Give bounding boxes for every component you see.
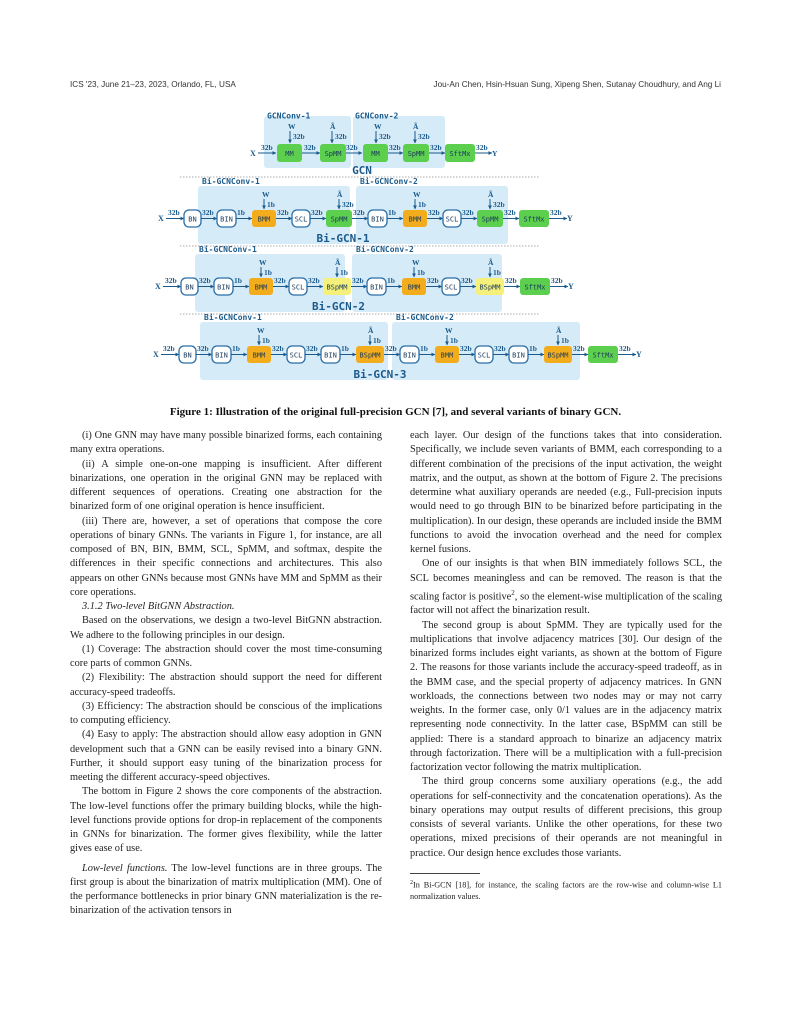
edge-label: Y — [567, 214, 573, 223]
right-paragraph: The third group concerns some auxiliary operations (e.g., the add operations for self-connectivity and the concatenation operations). As the binary operations may output results of different precisions, this group consists of several variants. Unlike the other operations, for these two operations, mixed precisions of their operands are not meaningful in practice. Our design hence excludes those variants. — [410, 776, 722, 859]
edge-label: Y — [568, 282, 574, 291]
left-paragraph: (2) Flexibility: The abstraction should support the need for different accuracy-speed tradeoffs. — [70, 672, 382, 698]
op-label: BSpMM — [547, 351, 569, 360]
op-label: BIN — [215, 351, 228, 360]
edge-label: 32b — [306, 344, 318, 353]
edge-label: Ã — [368, 326, 374, 335]
edge-label: 1b — [493, 268, 501, 277]
conv-label: Bi-GCNConv-2 — [396, 313, 454, 322]
edge-label: 32b — [551, 276, 563, 285]
svg-text:32b: 32b — [389, 143, 401, 152]
edge-label: 1b — [450, 336, 458, 345]
svg-text:32b: 32b — [430, 143, 442, 152]
op-label: SCL — [445, 215, 459, 224]
svg-text:32b: 32b — [418, 132, 430, 141]
edge-label: 32b — [573, 344, 585, 353]
left-paragraph: (iii) There are, however, a set of operations that compose the core operations of binary GNNs. The variants in Figure 1, for instance, are all composed of BN, BIN, BMM, SCL, SpMM, and softmax, despite the differences in their specific connections and architectures. This also appears on other GNNs because most GNNs have MM and SpMM as their core operations. — [70, 515, 382, 598]
edge-label: 32b — [504, 208, 516, 217]
conv-label: Bi-GCNConv-1 — [199, 245, 257, 254]
edge-label: 32b — [272, 344, 284, 353]
right-paragraph: One of our insights is that when BIN immediately follows SCL, the SCL becomes meaningless and can be removed. The reason is that the scaling factor is positive$^2$, so the element-wise multiplication of the scaling factor will not affect the binarization result. — [410, 558, 723, 617]
left-paragraph: (ii) A simple one-on-one mapping is insufficient. After different binarizations, one operation in the original GNN may be replaced with different sequences of operations. Creating one abstraction for the binarized form of one original operation is hence insufficient. — [70, 458, 382, 513]
edge-label: X — [153, 350, 159, 359]
edge-label: 32b — [202, 208, 214, 217]
footnote: $^2$In Bi-GCN [18], for instance, the scaling factors are the row-wise and column-wise L1 normalization values. — [410, 879, 722, 901]
edge-label: 1b — [420, 344, 428, 353]
variant-title: Bi-GCN-1 — [316, 232, 370, 245]
op-label: SpMM — [481, 215, 499, 224]
edge-label: 1b — [529, 344, 537, 353]
edge-label: W — [259, 258, 267, 267]
right-paragraph: each layer. Our design of the functions takes that into consideration. Specifically, we include seven variants of BMM, each corresponding to a different combination of the precisions of the input activation, the weight matrix, and the output, as shown at the bottom of Figure 2. The precisions determine what auxiliary operands are needed (e.g., Full-precision inputs would need to go through BIN to be binarized before participating in the multiplication). In our design, these operands are included inside the BMM functions to avoid the invocation overhead and the need for complex kernel fusions. — [410, 430, 722, 555]
edge-label: 1b — [417, 268, 425, 277]
edge-label: 1b — [340, 268, 348, 277]
figure-caption: Figure 1: Illustration of the original full-precision GCN [7], and several variants of binary GCN. — [169, 406, 622, 418]
op-label: BIN — [512, 351, 525, 360]
op-label: BN — [183, 351, 192, 360]
paragraph-run-in-title: Low-level functions. — [82, 862, 168, 874]
variant-title: Bi-GCN-2 — [312, 300, 365, 313]
edge-label: Ã — [556, 326, 562, 335]
op-label: BIN — [403, 351, 416, 360]
svg-text:32b: 32b — [379, 132, 391, 141]
op-label: BSpMM — [359, 351, 381, 360]
svg-text:32b: 32b — [335, 132, 347, 141]
conv-label: Bi-GCNConv-2 — [356, 245, 414, 254]
conv-label: Bi-GCNConv-2 — [360, 177, 418, 186]
edge-label: Ã — [337, 190, 343, 199]
left-paragraph: (3) Efficiency: The abstraction should be conscious of the implications to computing efficiency. — [70, 700, 382, 726]
op-label: SftMx — [523, 215, 545, 224]
svg-text:MM: MM — [371, 150, 380, 158]
edge-label: Ã — [488, 258, 494, 267]
edge-label: 32b — [385, 344, 397, 353]
op-label: BIN — [370, 283, 383, 292]
conv-label: Bi-GCNConv-1 — [202, 177, 260, 186]
left-paragraph: (i) One GNN may have many possible binarized forms, each containing many extra operations. — [70, 430, 382, 456]
svg-text:SpMM: SpMM — [324, 150, 342, 158]
op-label: BN — [188, 215, 197, 224]
edge-label: W — [262, 190, 270, 199]
edge-label: 1b — [264, 268, 272, 277]
op-label: BSpMM — [326, 283, 348, 292]
edge-label: 32b — [311, 208, 323, 217]
op-label: BIN — [217, 283, 230, 292]
op-label: SCL — [294, 215, 308, 224]
left-paragraph: Based on the observations, we design a two-level BitGNN abstraction. We adhere to the following principles in our design. — [70, 615, 382, 641]
op-label: SpMM — [330, 215, 348, 224]
running-header-left: ICS '23, June 21–23, 2023, Orlando, FL, USA — [70, 80, 236, 89]
edge-label: 32b — [163, 344, 175, 353]
edge-label: W — [257, 326, 265, 335]
conv-label: Bi-GCNConv-1 — [204, 313, 262, 322]
op-label: BIN — [220, 215, 233, 224]
edge-label: W — [412, 258, 420, 267]
svg-text:MM: MM — [285, 150, 294, 158]
op-label: BMM — [254, 283, 268, 292]
op-label: BN — [185, 283, 194, 292]
op-label: BMM — [440, 351, 454, 360]
edge-label: 32b — [168, 208, 180, 217]
left-paragraph: The bottom in Figure 2 shows the core components of the abstraction. The low-level functions offer the primary building blocks, while the high-level functions provide options for drop-in replacement of the components in GNNs for binarization. The former gives flexibility, while the latter gives ease of use. — [70, 786, 382, 855]
op-label: BMM — [252, 351, 266, 360]
svg-text:SftMx: SftMx — [449, 150, 471, 158]
running-header-right: Jou-An Chen, Hsin-Hsuan Sung, Xipeng Shen, Sutanay Choudhury, and Ang Li — [433, 80, 721, 89]
edge-label: 32b — [427, 276, 439, 285]
left-column — [70, 429, 382, 919]
gcnconv-2-label: GCNConv-2 — [355, 111, 399, 121]
gcn-a-2: Ã — [413, 122, 419, 131]
edge-label: 32b — [550, 208, 562, 217]
edge-label: 1b — [388, 208, 396, 217]
edge-label: 1b — [237, 208, 245, 217]
svg-text:32b: 32b — [261, 143, 273, 152]
edge-label: 1b — [418, 200, 426, 209]
svg-text:SpMM: SpMM — [407, 150, 425, 158]
right-paragraph: The second group is about SpMM. They are typically used for the multiplications that involve adjacency matrices [30]. Our design of the binarized forms includes eight variants, as shown at the bottom of Figure 2. The reasons for those variants include the accuracy-speed tradeoff, as in the BMM case, and the special property of adjacency matrices. In GNN workloads, the connections between two nodes may or may not carry weights. In the former case, only 0/1 values are in the adjacency matrix representing node connectivity. In the latter case, BSpMM can still be applied: There is a standard approach to binarize an adjacency matrix through factorization. There will be a multiplication with a full-precision factorization vector following the matrix multiplication. — [410, 619, 722, 774]
svg-text:32b: 32b — [346, 143, 358, 152]
edge-label: 1b — [232, 344, 240, 353]
edge-label: 32b — [165, 276, 177, 285]
edge-label: 32b — [493, 200, 505, 209]
edge-label: X — [155, 282, 161, 291]
left-paragraph: (1) Coverage: The abstraction should cover the most time-consuming core parts of common GNNs. — [70, 643, 382, 669]
svg-text:32b: 32b — [304, 143, 316, 152]
edge-label: 32b — [428, 208, 440, 217]
edge-label: 32b — [277, 208, 289, 217]
svg-text:32b: 32b — [293, 132, 305, 141]
edge-label: 32b — [274, 276, 286, 285]
edge-label: 32b — [461, 276, 473, 285]
edge-label: 32b — [462, 208, 474, 217]
edge-label: 1b — [341, 344, 349, 353]
gcn-input-x: X — [250, 149, 256, 158]
edge-label: W — [445, 326, 453, 335]
edge-label: 32b — [199, 276, 211, 285]
edge-label: 1b — [234, 276, 242, 285]
edge-label: 32b — [505, 276, 517, 285]
op-label: SCL — [291, 283, 305, 292]
op-label: SCL — [444, 283, 458, 292]
edge-label: Ã — [488, 190, 494, 199]
figure-1-diagram — [140, 108, 680, 398]
edge-label: X — [158, 214, 164, 223]
op-label: BMM — [257, 215, 271, 224]
gcn-w-1: W — [288, 122, 296, 131]
edge-label: 1b — [387, 276, 395, 285]
edge-label: 1b — [561, 336, 569, 345]
edge-label: 32b — [308, 276, 320, 285]
op-label: SftMx — [592, 351, 614, 360]
op-label: SCL — [477, 351, 491, 360]
edge-label: Y — [636, 350, 642, 359]
edge-label: 1b — [262, 336, 270, 345]
svg-text:Y: Y — [492, 149, 498, 158]
variant-title: Bi-GCN-3 — [353, 368, 407, 381]
svg-text:32b: 32b — [476, 143, 488, 152]
gcn-w-2: W — [374, 122, 382, 131]
edge-label: 32b — [619, 344, 631, 353]
subsection-heading: 3.1.2 Two-level BitGNN Abstraction. — [82, 601, 235, 612]
footnote-rule — [410, 873, 480, 874]
edge-label: W — [413, 190, 421, 199]
edge-label: 1b — [267, 200, 275, 209]
op-label: SftMx — [524, 283, 546, 292]
op-label: BSpMM — [479, 283, 501, 292]
edge-label: 32b — [353, 208, 365, 217]
gcn-a-1: Ã — [330, 122, 336, 131]
gcnconv-1-label: GCNConv-1 — [267, 111, 311, 121]
edge-label: 32b — [460, 344, 472, 353]
op-label: BIN — [371, 215, 384, 224]
op-label: SCL — [289, 351, 303, 360]
left-paragraph: (4) Easy to apply: The abstraction should allow easy adoption in GNN development such that a GNN can be easily revised into a binary GNN. Further, it should support easy tuning of the binarization process for meeting the different accuracy-speed objectives. — [70, 729, 382, 783]
edge-label: 1b — [373, 336, 381, 345]
edge-label: Ã — [335, 258, 341, 267]
gcn-title: GCN — [352, 164, 372, 177]
left-paragraph: Low-level functions. The low-level functions are in three groups. The first group is about the binarization of matrix multiplication (MM). One of the performance bottlenecks in prior binary GNN materialization is the re-binarization of the activation tensors in — [70, 862, 383, 917]
op-label: BMM — [407, 283, 421, 292]
edge-label: 32b — [342, 200, 354, 209]
edge-label: 32b — [494, 344, 506, 353]
op-label: BMM — [408, 215, 422, 224]
op-label: BIN — [324, 351, 337, 360]
edge-label: 32b — [352, 276, 364, 285]
edge-label: 32b — [197, 344, 209, 353]
right-column — [410, 429, 722, 902]
